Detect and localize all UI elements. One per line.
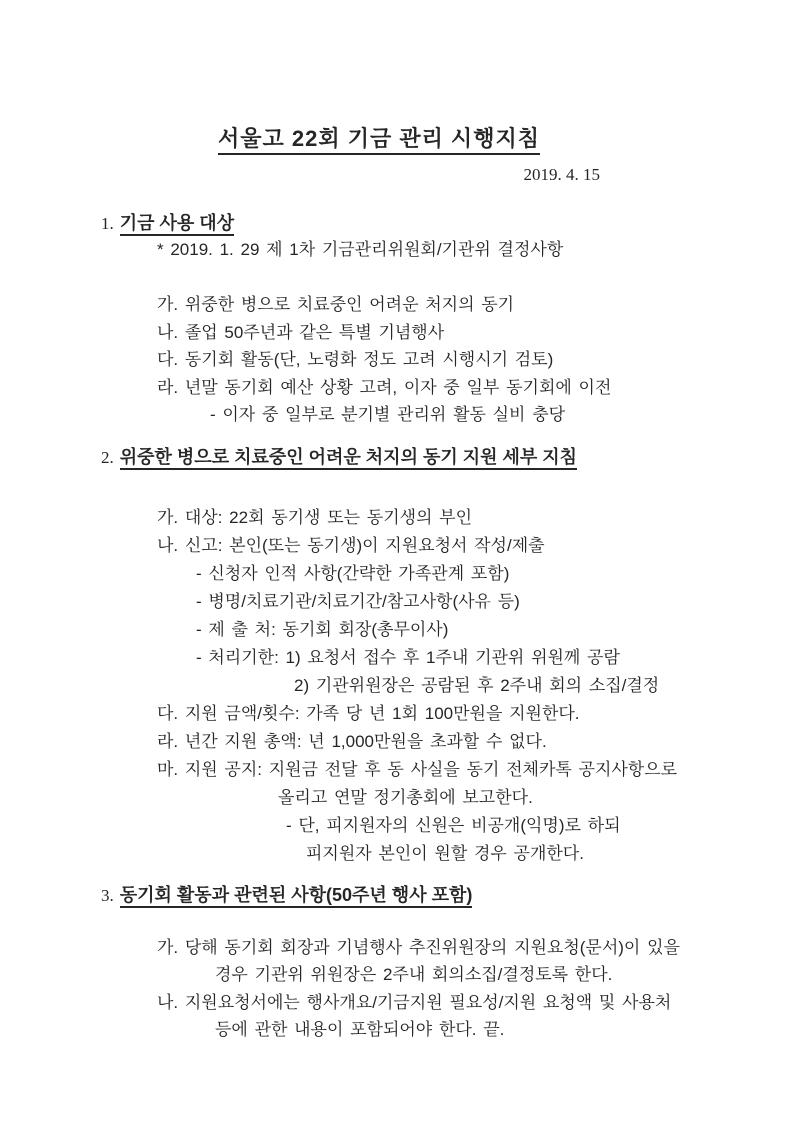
section-1-number: 1. bbox=[101, 214, 114, 233]
section-3-body bbox=[101, 934, 760, 1044]
doc-line: 피지원자 본인이 원할 경우 공개한다. bbox=[306, 843, 584, 863]
doc-line: - 이자 중 일부로 분기별 관리위 활동 실비 충당 bbox=[210, 405, 566, 424]
doc-line: 가. 위중한 병으로 치료중인 어려운 처지의 동기 bbox=[157, 295, 515, 314]
section-3-heading bbox=[101, 881, 760, 910]
doc-line: 등에 관한 내용이 포함되어야 한다. 끝. bbox=[215, 1020, 505, 1039]
doc-line: 나. 졸업 50주년과 같은 특별 기념행사 bbox=[157, 322, 445, 342]
doc-line: 가. 대상: 22회 동기생 또는 동기생의 부인 bbox=[157, 507, 473, 527]
section-2-body bbox=[101, 504, 760, 868]
doc-line: 라. 년간 지원 총액: 년 1,000만원을 초과할 수 없다. bbox=[157, 731, 547, 751]
doc-line: 마. 지원 공지: 지원금 전달 후 동 사실을 동기 전체카톡 공지사항으로 bbox=[157, 759, 678, 779]
doc-line: 다. 동기회 활동(단, 노령화 정도 고려 시행시기 검토) bbox=[157, 350, 554, 369]
doc-line: 2) 기관위원장은 공람된 후 2주내 회의 소집/결정 bbox=[294, 675, 660, 695]
section-3-number: 3. bbox=[101, 885, 114, 905]
section-2-number: 2. bbox=[101, 447, 114, 467]
section-2-title: 위중한 병으로 치료중인 어려운 처지의 동기 지원 세부 지침 bbox=[120, 447, 577, 470]
document-title bbox=[218, 124, 760, 154]
section-1-title: 기금 사용 대상 bbox=[120, 213, 234, 236]
doc-line: 올리고 연말 정기총회에 보고한다. bbox=[278, 787, 533, 807]
doc-line: - 신청자 인적 사항(간략한 가족관계 포함) bbox=[196, 563, 510, 583]
section-3-title: 동기회 활동과 관련된 사항(50주년 행사 포함) bbox=[120, 885, 473, 908]
document-date: 2019. 4. 15 bbox=[523, 165, 600, 184]
doc-line: - 처리기한: 1) 요청서 접수 후 1주내 기관위 위원께 공람 bbox=[196, 647, 620, 667]
document-title-text: 서울고 22회 기금 관리 시행지침 bbox=[218, 126, 540, 155]
section-2-heading bbox=[101, 443, 760, 472]
doc-line: 경우 기관위 위원장은 2주내 회의소집/결정토록 한다. bbox=[215, 965, 613, 984]
section-1-heading bbox=[101, 209, 760, 238]
doc-line: 나. 신고: 본인(또는 동기생)이 지원요청서 작성/제출 bbox=[157, 535, 545, 555]
doc-line: - 단, 피지원자의 신원은 비공개(익명)로 하되 bbox=[286, 815, 621, 835]
doc-line: - 병명/치료기관/치료기간/참고사항(사유 등) bbox=[196, 591, 520, 611]
doc-line: 나. 지원요청서에는 행사개요/기금지원 필요성/지원 요청액 및 사용처 bbox=[157, 992, 672, 1012]
doc-line: - 제 출 처: 동기회 회장(총무이사) bbox=[196, 619, 449, 639]
section-fund-usage bbox=[101, 209, 760, 429]
section-alumni-activities bbox=[101, 881, 760, 1044]
section-1-body bbox=[101, 236, 760, 429]
doc-line: 라. 년말 동기회 예산 상황 고려, 이자 중 일부 동기회에 이전 bbox=[157, 377, 612, 397]
doc-line: * 2019. 1. 29 제 1차 기금관리위원회/기관위 결정사항 bbox=[157, 240, 564, 259]
section-illness-support-guideline bbox=[101, 443, 760, 868]
doc-line: 다. 지원 금액/횟수: 가족 당 년 1회 100만원을 지원한다. bbox=[157, 703, 580, 723]
doc-line: 가. 당해 동기회 회장과 기념행사 추진위원장의 지원요청(문서)이 있을 bbox=[157, 937, 680, 957]
